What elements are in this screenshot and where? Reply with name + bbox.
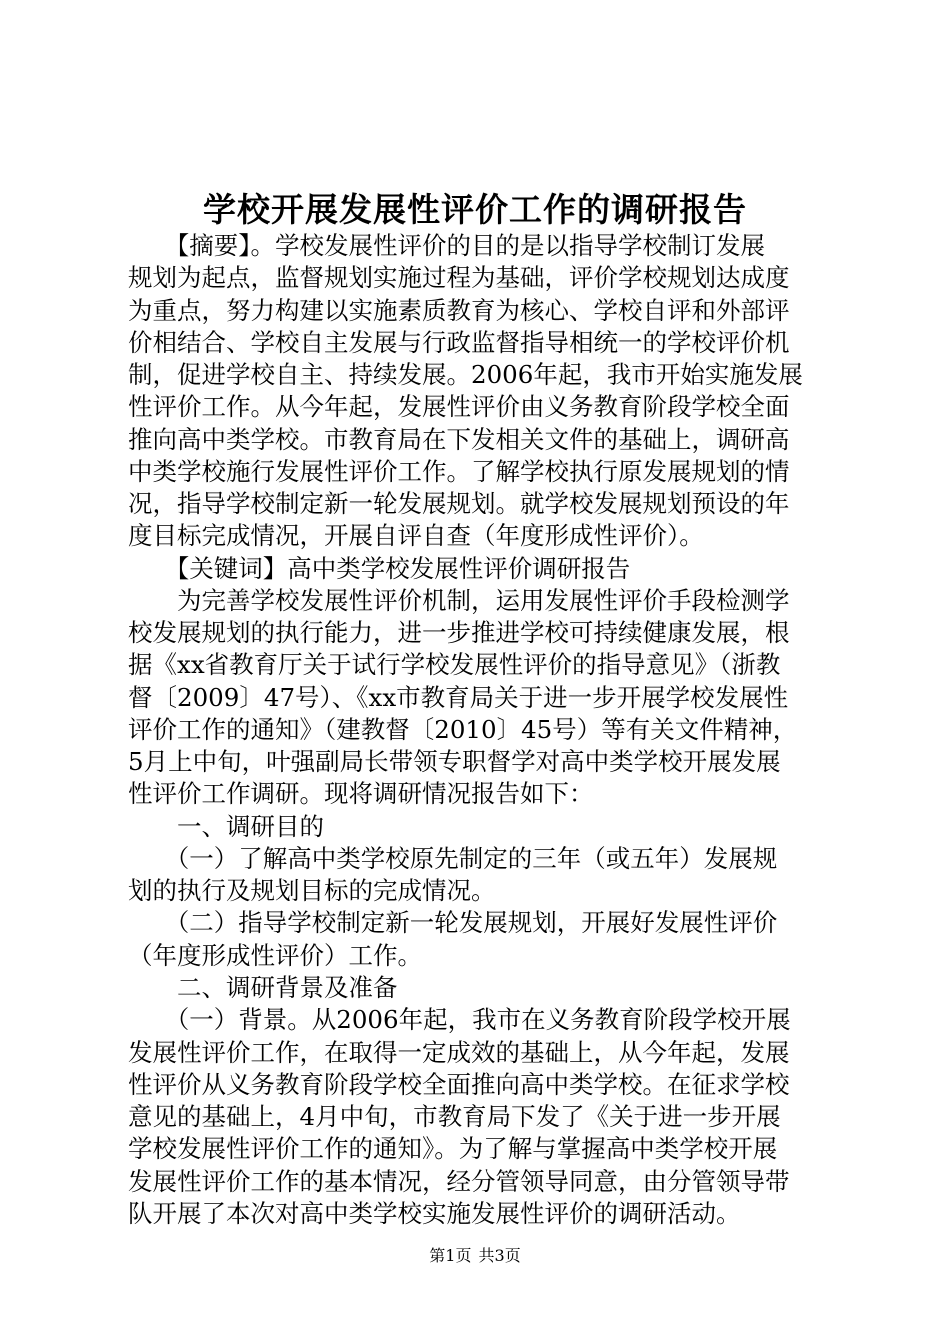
text-line: （年度形成性评价）工作。 (128, 940, 422, 970)
text-line: 性评价工作调研。现将调研情况报告如下： (128, 779, 594, 809)
text-line: 性评价从义务教育阶段学校全面推向高中类学校。在征求学校 (128, 1069, 790, 1099)
text-line: （一）背景。从2006年起，我市在义务教育阶段学校开展 (128, 1005, 791, 1035)
text-line: 为完善学校发展性评价机制，运用发展性评价手段检测学 (128, 585, 790, 615)
text-line: 队开展了本次对高中类学校实施发展性评价的调研活动。 (128, 1198, 741, 1228)
text-line: 度目标完成情况，开展自评自查（年度形成性评价）。 (128, 521, 704, 551)
page-footer (0, 1245, 950, 1267)
text-line: 划的执行及规划目标的完成情况。 (128, 876, 496, 906)
text-line: 为重点，努力构建以实施素质教育为核心、学校自评和外部评 (128, 295, 790, 325)
text-line: （二）指导学校制定新一轮发展规划，开展好发展性评价 (128, 908, 778, 938)
text-line: 评价工作的通知》（建教督〔2010〕45号）等有关文件精神， (128, 714, 798, 744)
page-number: 第1页 (429, 1246, 472, 1265)
text-line: 据《xx省教育厅关于试行学校发展性评价的指导意见》（浙教 (128, 650, 781, 680)
text-line: 校发展规划的执行能力，进一步推进学校可持续健康发展，根 (128, 618, 790, 648)
text-line: 规划为起点，监督规划实施过程为基础，评价学校规划达成度 (128, 263, 790, 293)
text-line: 发展性评价工作的基本情况，经分管领导同意，由分管领导带 (128, 1166, 790, 1196)
text-line: 价相结合、学校自主发展与行政监督指导相统一的学校评价机 (128, 327, 790, 357)
text-line: 发展性评价工作，在取得一定成效的基础上，从今年起，发展 (128, 1037, 790, 1067)
text-line: 学校发展性评价工作的通知》。为了解与掌握高中类学校开展 (128, 1134, 778, 1164)
text-line: 况，指导学校制定新一轮发展规划。就学校发展规划预设的年 (128, 489, 790, 519)
text-line: 性评价工作。从今年起，发展性评价由义务教育阶段学校全面 (128, 392, 790, 422)
text-line: 督〔2009〕47号）、《xx市教育局关于进一步开展学校发展性 (128, 682, 789, 712)
section-heading: 二、调研背景及准备 (128, 972, 398, 1002)
page-total: 共3页 (478, 1246, 521, 1265)
section-heading: 一、调研目的 (128, 811, 324, 841)
document-title: 学校开展发展性评价工作的调研报告 (203, 190, 747, 229)
text-line: 意见的基础上，4月中旬，市教育局下发了《关于进一步开展 (128, 1102, 781, 1131)
text-line: 推向高中类学校。市教育局在下发相关文件的基础上，调研高 (128, 424, 790, 454)
text-line: 5月上中旬，叶强副局长带领专职督学对高中类学校开展发展 (128, 747, 781, 777)
keywords-line: 【关键词】高中类学校发展性评价调研报告 (128, 553, 631, 583)
text-line: 中类学校施行发展性评价工作。了解学校执行原发展规划的情 (128, 456, 790, 486)
text-line: 制，促进学校自主、持续发展。2006年起，我市开始实施发展 (128, 360, 803, 389)
text-line: 【摘要】。学校发展性评价的目的是以指导学校制订发展 (128, 231, 765, 260)
text-line: （一）了解高中类学校原先制定的三年（或五年）发展规 (128, 843, 778, 873)
